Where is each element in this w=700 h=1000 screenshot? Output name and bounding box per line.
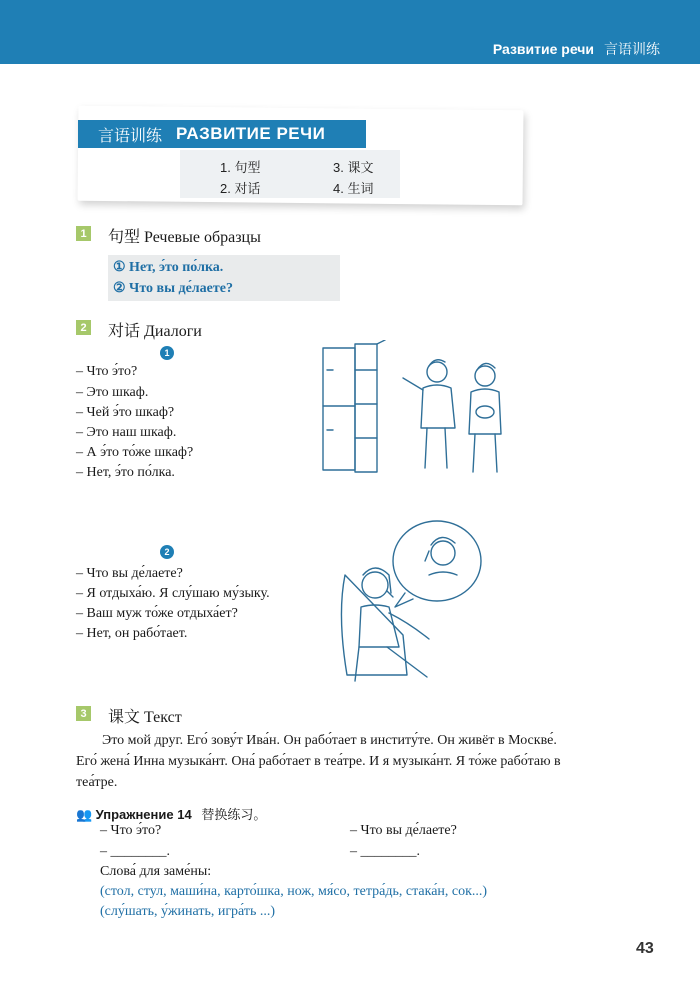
- dialog-line: – Что вы де́лаете?: [76, 566, 183, 581]
- exercise-question: – Что вы де́лаете?: [350, 823, 457, 838]
- replacement-words: (слу́шать, у́жинать, игра́ть ...): [100, 904, 276, 919]
- dialog-badge: 1: [160, 346, 174, 360]
- header-title-ru: Развитие речи: [492, 41, 594, 57]
- card-title-ru: РАЗВИТИЕ РЕЧИ: [176, 124, 326, 143]
- topic-item: 2. 对话: [220, 181, 261, 196]
- text-line: Его́ жена́ Инна музыка́нт. Она́ рабо́тает в теа́тре. И я музыка́нт. Я то́же рабо́таю в: [76, 754, 561, 769]
- dialog-line: – Нет, он рабо́тает.: [76, 626, 188, 641]
- words-label: Слова́ для заме́ны:: [100, 864, 212, 879]
- section-title: 对话 Диалоги: [108, 323, 202, 340]
- section-title: 课文 Текст: [108, 709, 182, 726]
- text-line: Это мой друг. Его́ зову́т Ива́н. Он рабо́тает в институ́те. Он живёт в Москве́.: [102, 733, 557, 748]
- phone-call-illustration: [325, 515, 490, 690]
- dialog-line: – Ваш муж то́же отдыха́ет?: [76, 606, 238, 621]
- exercise-answer-blank: – ________.: [100, 844, 170, 859]
- card-title-bar: [78, 120, 366, 148]
- page-number: 43: [636, 940, 654, 957]
- text-line: теа́тре.: [76, 775, 118, 790]
- header-title-cn: 言语训练: [604, 41, 660, 57]
- exercise-title-ru: Упражнение 14: [95, 807, 192, 822]
- exercise-title: [76, 804, 266, 823]
- pattern-line: ① Нет, э́то по́лка.: [113, 260, 224, 275]
- section-number: 2: [76, 320, 91, 335]
- exercise-title-cn: 替换练习。: [201, 807, 267, 822]
- topics-list: [180, 150, 400, 198]
- dialog-line: – Чей э́то шкаф?: [76, 405, 175, 420]
- card-title-cn: 言语训练: [98, 127, 163, 145]
- topic-item: 1. 句型: [220, 160, 261, 175]
- running-header: [493, 39, 660, 59]
- dialog-line: – Я отдыха́ю. Я слу́шаю му́зыку.: [76, 586, 270, 601]
- dialog-line: – Что э́то?: [76, 364, 138, 379]
- section-number: 1: [76, 226, 91, 241]
- topic-item: 3. 课文: [333, 160, 374, 175]
- dialog-line: – А э́то то́же шкаф?: [76, 445, 194, 460]
- shelf-and-men-illustration: [315, 340, 530, 475]
- people-icon: 👥: [76, 807, 93, 822]
- dialog-line: – Нет, э́то по́лка.: [76, 465, 175, 480]
- dialog-line: – Это наш шкаф.: [76, 425, 177, 440]
- topic-item: 4. 生词: [333, 181, 374, 196]
- pattern-line: ② Что вы де́лаете?: [113, 281, 233, 296]
- exercise-question: – Что э́то?: [100, 823, 162, 838]
- exercise-answer-blank: – ________.: [350, 844, 420, 859]
- dialog-line: – Это шкаф.: [76, 385, 149, 400]
- replacement-words: (стол, стул, маши́на, карто́шка, нож, мя́со, тетра́дь, стака́н, сок...): [100, 884, 488, 899]
- section-number: 3: [76, 706, 91, 721]
- dialog-badge: 2: [160, 545, 174, 559]
- header-band: [0, 0, 700, 64]
- section-title: 句型 Речевые образцы: [108, 229, 261, 246]
